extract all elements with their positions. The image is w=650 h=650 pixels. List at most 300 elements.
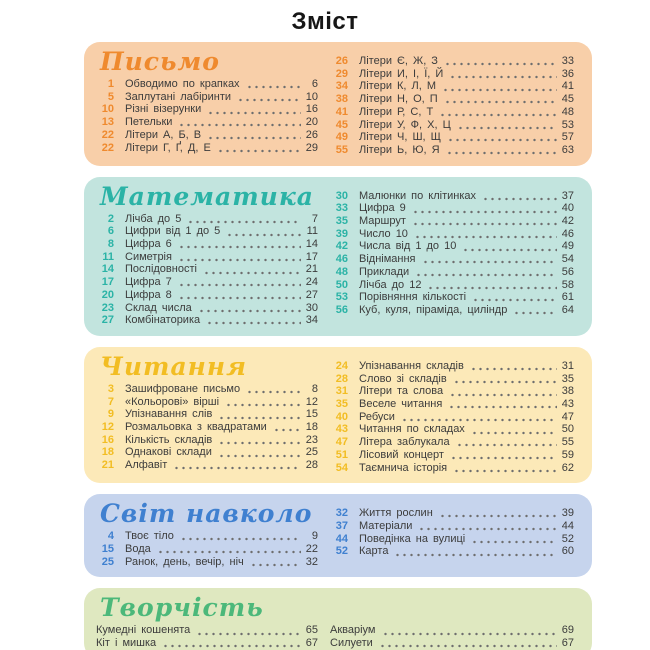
section-left-rows xyxy=(96,530,318,568)
toc-entry xyxy=(330,533,574,546)
entry-title: Карта xyxy=(359,545,389,558)
entry-title: Кумедні кошенята xyxy=(96,624,191,637)
dot-leader xyxy=(178,283,301,287)
section-right-rows xyxy=(330,499,574,558)
page-number: 29 xyxy=(305,141,318,154)
toc-entry xyxy=(330,131,574,144)
page-number: 33 xyxy=(561,55,574,67)
section-left-rows xyxy=(96,78,318,154)
dot-leader xyxy=(482,197,557,201)
page-number: 49 xyxy=(561,240,574,253)
toc-section xyxy=(84,42,592,166)
entry-title: «Кольорові» вірші xyxy=(125,395,220,408)
toc-entry xyxy=(330,68,574,81)
dot-leader xyxy=(206,321,301,325)
entry-title: Комбінаторика xyxy=(125,314,201,327)
lesson-number: 53 xyxy=(335,291,348,304)
section-title: Творчість xyxy=(100,593,264,623)
lesson-number: 15 xyxy=(101,542,114,555)
dot-leader xyxy=(444,100,557,104)
toc-section xyxy=(84,177,592,336)
toc-entry xyxy=(330,190,574,203)
dot-leader xyxy=(178,123,301,127)
entry-title: Літери А, Б, В xyxy=(125,128,202,141)
dot-leader xyxy=(427,286,557,290)
page-number: 37 xyxy=(561,189,574,202)
page-number: 42 xyxy=(561,215,574,228)
toc-entry xyxy=(96,238,318,251)
toc-entry xyxy=(96,530,318,543)
entry-title: Літери Ь, Ю, Я xyxy=(359,143,440,156)
lesson-number: 1 xyxy=(107,78,114,90)
entry-title: Віднімання xyxy=(359,253,416,266)
entry-title: Ребуси xyxy=(359,410,395,423)
page-number: 67 xyxy=(305,637,318,650)
page-number: 63 xyxy=(561,143,574,156)
section-right-rows xyxy=(330,352,574,474)
lesson-number: 35 xyxy=(335,398,348,411)
section-right-column xyxy=(330,182,574,327)
entry-title: Таємнича історія xyxy=(359,461,448,474)
page-number: 31 xyxy=(561,359,574,372)
toc-entry xyxy=(330,545,574,558)
entry-title: Симетрія xyxy=(125,250,172,263)
lesson-number: 11 xyxy=(102,250,114,263)
page-number: 12 xyxy=(305,395,318,408)
dot-leader xyxy=(450,456,557,460)
dot-leader xyxy=(513,311,557,315)
dot-leader xyxy=(449,75,557,79)
section-title: Письмо xyxy=(100,47,220,76)
toc-entry xyxy=(96,556,318,569)
lesson-number: 30 xyxy=(335,189,348,202)
dot-leader xyxy=(217,149,301,153)
dot-leader xyxy=(379,644,557,648)
page-number: 53 xyxy=(561,118,574,131)
page-number: 62 xyxy=(561,461,574,474)
lesson-number: 17 xyxy=(101,276,114,289)
toc-entry xyxy=(330,304,574,317)
entry-title: Літери К, Л, М xyxy=(359,80,437,93)
dot-leader xyxy=(246,390,301,394)
toc-entry xyxy=(96,396,318,409)
entry-title: Літери Г, Ґ, Д, Е xyxy=(125,141,211,154)
entry-title: Літери У, Ф, Х, Ц xyxy=(359,118,451,131)
entry-title: Слово зі складів xyxy=(359,372,447,385)
page-number: 55 xyxy=(561,436,574,449)
toc-entry xyxy=(96,408,318,421)
toc-entry xyxy=(330,398,574,411)
dot-leader xyxy=(225,403,301,407)
lesson-number: 56 xyxy=(335,303,348,316)
page-number: 21 xyxy=(305,263,318,276)
toc-entry xyxy=(96,459,318,472)
entry-title: Петельки xyxy=(125,116,173,129)
toc-entry xyxy=(96,213,318,226)
toc-section xyxy=(84,347,592,483)
dot-leader xyxy=(218,454,301,458)
entry-title: Лічба до 5 xyxy=(125,212,182,225)
lesson-number: 28 xyxy=(335,372,348,385)
dot-leader xyxy=(414,235,557,239)
dot-leader xyxy=(418,527,557,531)
page-number: 61 xyxy=(561,291,574,304)
dot-leader xyxy=(178,258,301,262)
toc-section xyxy=(84,588,592,650)
dot-leader xyxy=(180,537,301,541)
toc-entry xyxy=(330,106,574,119)
page-number: 45 xyxy=(561,93,574,106)
page-number: 67 xyxy=(561,637,574,650)
dot-leader xyxy=(442,88,557,92)
toc-entry xyxy=(96,289,318,302)
lesson-number: 43 xyxy=(335,423,348,436)
page-number: 52 xyxy=(561,532,574,545)
lesson-number: 25 xyxy=(101,555,114,568)
toc-entry xyxy=(330,449,574,462)
toc-entry xyxy=(330,462,574,475)
lesson-number: 10 xyxy=(101,103,114,116)
toc-entry xyxy=(96,314,318,327)
toc-entry xyxy=(330,279,574,292)
section-right-column xyxy=(330,499,574,568)
entry-title: Однакові склади xyxy=(125,446,212,459)
lesson-number: 2 xyxy=(107,212,114,225)
page-number: 40 xyxy=(561,202,574,215)
lesson-number: 6 xyxy=(107,225,114,238)
toc-entry xyxy=(330,637,574,650)
dot-leader xyxy=(446,151,557,155)
page-number: 6 xyxy=(311,78,318,90)
dot-leader xyxy=(447,138,557,142)
lesson-number: 8 xyxy=(107,238,114,251)
section-right-rows xyxy=(330,593,574,649)
lesson-number: 22 xyxy=(101,128,114,141)
entry-title: Літери Є, Ж, З xyxy=(359,55,438,67)
page-number: 17 xyxy=(305,250,318,263)
entry-title: Життя рослин xyxy=(359,507,433,520)
dot-leader xyxy=(196,632,301,636)
dot-leader xyxy=(218,441,301,445)
lesson-number: 49 xyxy=(335,131,348,144)
dot-leader xyxy=(178,296,301,300)
entry-title: Упізнавання складів xyxy=(359,359,464,372)
dot-leader xyxy=(394,553,557,557)
lesson-number: 34 xyxy=(335,80,348,93)
toc-entry xyxy=(330,202,574,215)
dot-leader xyxy=(203,271,301,275)
page-number: 41 xyxy=(561,80,574,93)
toc-entry xyxy=(96,276,318,289)
entry-title: Акваріум xyxy=(330,624,376,637)
page-number: 10 xyxy=(305,90,318,103)
section-title: Математика xyxy=(100,181,314,211)
dot-leader xyxy=(470,367,557,371)
page-number: 8 xyxy=(311,382,318,395)
page-number: 14 xyxy=(305,238,318,251)
entry-title: Зашифроване письмо xyxy=(125,382,241,395)
toc-entry xyxy=(330,55,574,68)
lesson-number: 39 xyxy=(335,227,348,240)
toc-entry xyxy=(96,383,318,396)
lesson-number: 20 xyxy=(101,288,114,301)
entry-title: Твоє тіло xyxy=(125,530,174,543)
entry-title: Число 10 xyxy=(359,227,408,240)
page-number: 60 xyxy=(561,545,574,558)
entry-title: Матеріали xyxy=(359,519,413,532)
lesson-number: 44 xyxy=(335,532,348,545)
toc-entry xyxy=(96,225,318,238)
entry-title: Літери та слова xyxy=(359,385,444,398)
page-number: 23 xyxy=(305,433,318,446)
lesson-number: 38 xyxy=(335,93,348,106)
section-left-column xyxy=(96,182,318,327)
toc-entry xyxy=(330,240,574,253)
entry-title: Різні візерунки xyxy=(125,103,202,116)
toc-entry xyxy=(330,119,574,132)
toc-entry xyxy=(96,251,318,264)
dot-leader xyxy=(273,428,301,432)
lesson-number: 55 xyxy=(335,143,348,156)
toc-entry xyxy=(330,360,574,373)
dot-leader xyxy=(422,260,557,264)
toc-entry xyxy=(96,91,318,104)
dot-leader xyxy=(157,550,301,554)
page-number: 20 xyxy=(305,116,318,129)
toc-entry xyxy=(96,446,318,459)
toc-entry xyxy=(96,78,318,91)
toc-section xyxy=(84,494,592,577)
page-number: 46 xyxy=(561,227,574,240)
entry-title: Літери И, І, Ї, Й xyxy=(359,67,444,80)
entry-title: Поведінка на вулиці xyxy=(359,532,466,545)
lesson-number: 22 xyxy=(101,141,114,154)
page-number: 16 xyxy=(305,103,318,116)
toc-entry xyxy=(330,507,574,520)
lesson-number: 37 xyxy=(335,519,348,532)
page-number: 27 xyxy=(305,288,318,301)
section-right-rows xyxy=(330,182,574,317)
page-number: 59 xyxy=(561,448,574,461)
section-left-column xyxy=(96,47,318,157)
toc-entry xyxy=(330,144,574,157)
entry-title: Читання по складах xyxy=(359,423,465,436)
entry-title: Малюнки по клітинках xyxy=(359,189,477,202)
entry-title: Цифра 6 xyxy=(125,238,172,251)
toc-entry xyxy=(330,215,574,228)
entry-title: Літера заблукала xyxy=(359,436,450,449)
dot-leader xyxy=(218,416,301,420)
toc-entry xyxy=(330,228,574,241)
section-left-rows xyxy=(96,383,318,472)
page-number: 65 xyxy=(305,624,318,637)
lesson-number: 46 xyxy=(335,253,348,266)
dot-leader xyxy=(207,136,301,140)
lesson-number: 54 xyxy=(335,461,348,474)
lesson-number: 9 xyxy=(107,408,114,421)
entry-title: Порівняння кількості xyxy=(359,291,467,304)
toc-entry xyxy=(96,263,318,276)
section-title: Світ навколо xyxy=(100,499,313,529)
dot-leader xyxy=(415,273,557,277)
page-number: 26 xyxy=(305,128,318,141)
dot-leader xyxy=(246,85,301,89)
entry-title: Ранок, день, вечір, ніч xyxy=(125,555,244,568)
page-number: 24 xyxy=(305,276,318,289)
lesson-number: 45 xyxy=(335,118,348,131)
dot-leader xyxy=(462,248,557,252)
lesson-number: 29 xyxy=(335,67,348,80)
page-number: 47 xyxy=(561,410,574,423)
entry-title: Цифра 8 xyxy=(125,288,172,301)
page-number: 15 xyxy=(305,408,318,421)
section-left-rows xyxy=(96,624,318,649)
dot-leader xyxy=(382,632,558,636)
toc-entry xyxy=(330,373,574,386)
lesson-number: 31 xyxy=(335,385,348,398)
table-of-contents xyxy=(84,42,592,650)
dot-leader xyxy=(439,514,557,518)
dot-leader xyxy=(444,62,557,66)
toc-entry xyxy=(96,543,318,556)
entry-title: Склад числа xyxy=(125,301,192,314)
page-number: 32 xyxy=(305,555,318,568)
lesson-number: 33 xyxy=(335,202,348,215)
entry-title: Кіт і мишка xyxy=(96,637,157,650)
lesson-number: 13 xyxy=(101,116,114,129)
page-number: 11 xyxy=(306,225,318,238)
page-number: 44 xyxy=(561,519,574,532)
dot-leader xyxy=(226,233,301,237)
page-number: 22 xyxy=(305,542,318,555)
lesson-number: 14 xyxy=(101,263,114,276)
lesson-number: 16 xyxy=(101,433,114,446)
lesson-number: 35 xyxy=(335,215,348,228)
lesson-number: 42 xyxy=(335,240,348,253)
dot-leader xyxy=(250,563,301,567)
toc-entry xyxy=(96,116,318,129)
entry-title: Кількість складів xyxy=(125,433,213,446)
page-number: 35 xyxy=(561,372,574,385)
dot-leader xyxy=(453,380,557,384)
lesson-number: 3 xyxy=(107,382,114,395)
dot-leader xyxy=(173,466,301,470)
entry-title: Цифра 7 xyxy=(125,276,172,289)
lesson-number: 40 xyxy=(335,410,348,423)
section-left-column xyxy=(96,352,318,474)
toc-entry xyxy=(96,142,318,155)
toc-entry xyxy=(330,520,574,533)
page-number: 56 xyxy=(561,265,574,278)
lesson-number: 41 xyxy=(335,105,348,118)
entry-title: Літери Р, С, Т xyxy=(359,105,434,118)
section-title: Читання xyxy=(100,351,248,381)
page-number: 43 xyxy=(561,398,574,411)
lesson-number: 5 xyxy=(107,90,114,103)
page-number: 58 xyxy=(561,278,574,291)
entry-title: Веселе читання xyxy=(359,398,443,411)
entry-title: Літери Н, О, П xyxy=(359,93,438,106)
dot-leader xyxy=(448,405,557,409)
page-number: 50 xyxy=(561,423,574,436)
dot-leader xyxy=(178,245,301,249)
dot-leader xyxy=(412,210,557,214)
entry-title: Приклади xyxy=(359,265,410,278)
dot-leader xyxy=(456,443,557,447)
toc-entry xyxy=(96,624,318,637)
entry-title: Силуети xyxy=(330,637,373,650)
lesson-number: 18 xyxy=(101,446,114,459)
section-left-rows xyxy=(96,213,318,327)
toc-entry xyxy=(330,385,574,398)
toc-entry xyxy=(330,93,574,106)
entry-title: Лічба до 12 xyxy=(359,278,422,291)
section-right-column xyxy=(330,47,574,157)
entry-title: Обводимо по крапках xyxy=(125,78,240,90)
page-number: 30 xyxy=(305,301,318,314)
dot-leader xyxy=(237,98,301,102)
entry-title: Цифри від 1 до 5 xyxy=(125,225,221,238)
toc-entry xyxy=(96,103,318,116)
dot-leader xyxy=(187,220,301,224)
page-number: 7 xyxy=(311,212,318,225)
page-number: 9 xyxy=(311,530,318,543)
section-left-column xyxy=(96,499,318,568)
lesson-number: 32 xyxy=(335,507,348,520)
page-number: 28 xyxy=(305,459,318,472)
entry-title: Упізнавання слів xyxy=(125,408,213,421)
page-title: Зміст xyxy=(291,8,359,35)
toc-entry xyxy=(330,80,574,93)
page-number: 69 xyxy=(561,624,574,637)
dot-leader xyxy=(471,540,557,544)
entry-title: Куб, куля, піраміда, циліндр xyxy=(359,303,508,316)
toc-entry xyxy=(96,129,318,142)
section-right-column xyxy=(330,352,574,474)
toc-entry xyxy=(330,291,574,304)
page-number: 34 xyxy=(305,314,318,327)
lesson-number: 50 xyxy=(335,278,348,291)
toc-entry xyxy=(330,624,574,637)
toc-entry xyxy=(96,637,318,650)
dot-leader xyxy=(198,309,301,313)
entry-title: Маршрут xyxy=(359,215,406,228)
section-left-column xyxy=(96,593,318,649)
dot-leader xyxy=(412,222,557,226)
section-right-column xyxy=(330,593,574,649)
lesson-number: 48 xyxy=(335,265,348,278)
lesson-number: 52 xyxy=(335,545,348,558)
dot-leader xyxy=(439,113,557,117)
lesson-number: 23 xyxy=(101,301,114,314)
toc-entry xyxy=(330,266,574,279)
dot-leader xyxy=(457,126,557,130)
toc-entry xyxy=(330,423,574,436)
lesson-number: 47 xyxy=(335,436,348,449)
toc-entry xyxy=(330,253,574,266)
dot-leader xyxy=(453,469,557,473)
toc-entry xyxy=(96,434,318,447)
toc-entry xyxy=(330,411,574,424)
dot-leader xyxy=(401,418,557,422)
entry-title: Розмальовка з квадратами xyxy=(125,421,267,434)
lesson-number: 24 xyxy=(335,359,348,372)
dot-leader xyxy=(472,298,557,302)
page-number: 25 xyxy=(305,446,318,459)
lesson-number: 4 xyxy=(107,530,114,543)
page-number: 38 xyxy=(561,385,574,398)
dot-leader xyxy=(449,393,557,397)
